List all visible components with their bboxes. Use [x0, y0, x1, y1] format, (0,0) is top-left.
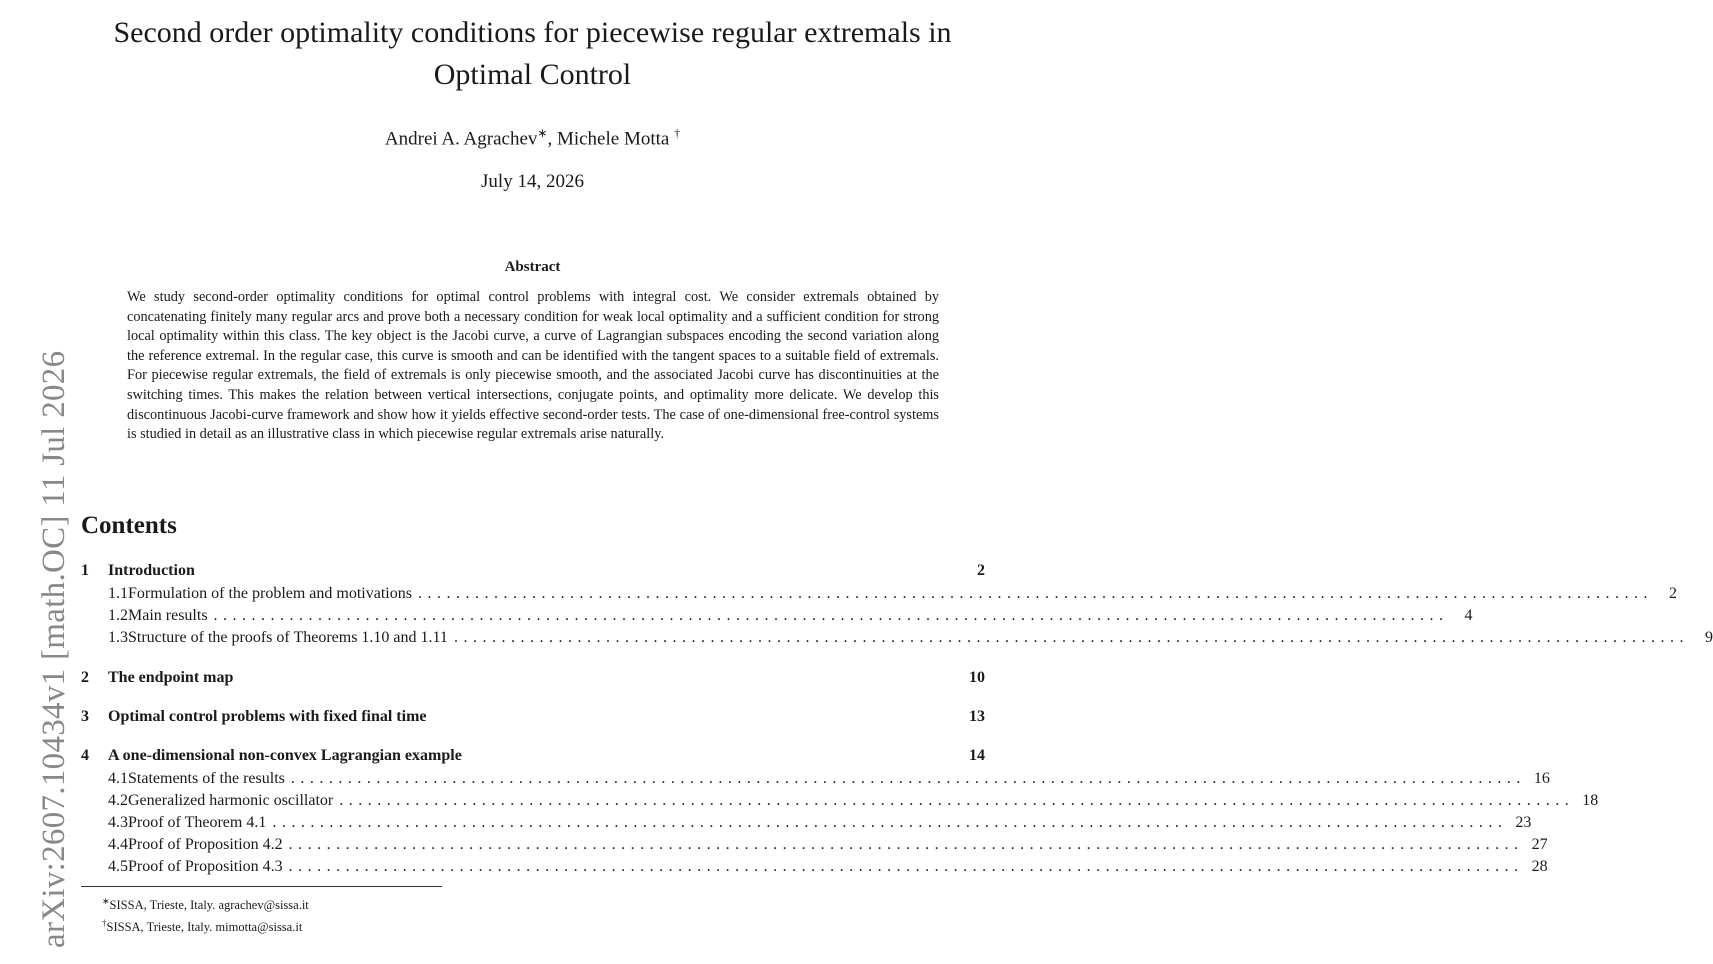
toc-entry-label: Main results	[128, 607, 208, 624]
toc-entry-number: 3	[81, 708, 89, 725]
toc-entry-number: 4.3	[108, 814, 128, 831]
arxiv-sidebar-identifier: arXiv:2607.10434v1 [math.OC] 11 Jul 2026	[36, 350, 72, 948]
toc-entry-page: 4	[1464, 607, 1473, 624]
toc-entry-label: Proof of Proposition 4.3	[128, 858, 283, 875]
toc-entry-page: 28	[1531, 858, 1548, 875]
toc-entry-number: 1.3	[108, 629, 128, 646]
toc-entry[interactable]	[81, 770, 1550, 790]
footnotes	[102, 892, 309, 936]
toc-entry-page: 9	[1704, 629, 1713, 646]
toc-leader: ..................................................................................................................................	[453, 629, 1689, 646]
footnote-mark: ∗	[102, 896, 110, 906]
toc-entry-number: 2	[81, 669, 89, 686]
toc-entry[interactable]	[81, 669, 985, 689]
toc-entry-number: 1	[81, 562, 89, 579]
author-name: Michele Motta	[556, 128, 670, 150]
footnote-divider	[81, 886, 442, 887]
toc-entry-number: 4.4	[108, 836, 128, 853]
toc-entry-page: 27	[1531, 836, 1548, 853]
footnote	[102, 892, 309, 914]
toc-entry-label: Optimal control problems with fixed final time	[108, 708, 427, 725]
author-name: Andrei A. Agrachev	[384, 128, 538, 150]
toc-entry-page: 10	[969, 669, 985, 686]
toc-entry[interactable]	[81, 747, 985, 767]
toc-leader: ..................................................................................................................................	[272, 814, 1508, 831]
toc-entry-page: 2	[1668, 585, 1677, 602]
paper-date: July 14, 2026	[481, 171, 584, 192]
abstract-body: We study second-order optimality conditions for optimal control problems with integral cost. We consider extremals obtained by concatenating finitely many regular arcs and prove both a necessary condition for weak local optimality and a sufficient condition for strong local optimality within this class. The key object is the Jacobi curve, a curve of Lagrangian subspaces encoding the second variation along the reference extremal. In the regular case, this curve is smooth and can be identified with the tangent spaces to a suitable field of extremals. For piecewise regular extremals, the field of extremals is only piecewise smooth, and the associated Jacobi curve has discontinuities at the switching times. This makes the relation between vertical intersections, conjugate points, and optimality more delicate. We develop this discontinuous Jacobi-curve framework and show how it yields effective second-order tests. The case of one-dimensional free-control systems is studied in detail as an illustrative class in which piecewise regular extremals arise naturally.	[127, 289, 939, 443]
toc-entry[interactable]	[81, 585, 1677, 605]
toc-entry[interactable]	[81, 562, 985, 582]
toc-entry-page: 13	[969, 708, 985, 725]
author-line: Andrei A. Agrachev∗, Michele Motta †	[384, 126, 681, 150]
toc-entry-label: Formulation of the problem and motivations	[128, 585, 412, 602]
toc-entry[interactable]	[81, 792, 1599, 812]
footnote-text: SISSA, Trieste, Italy. agrachev@sissa.it	[109, 898, 309, 913]
paper-title: Second order optimality conditions for piecewise regular extremals in Optimal Control	[113, 16, 952, 91]
toc-entry[interactable]	[81, 708, 985, 728]
toc-entry-number: 4	[81, 747, 89, 764]
toc-entry-label: Structure of the proofs of Theorems 1.10 and 1.11	[128, 629, 448, 646]
toc-entry-number: 4.2	[108, 792, 128, 809]
toc-entry-label: Statements of the results	[128, 770, 285, 787]
contents-heading: Contents	[81, 512, 177, 539]
toc-entry-label: Proof of Theorem 4.1	[128, 814, 267, 831]
toc-entry-page: 2	[977, 562, 985, 579]
toc-entry-number: 1.2	[108, 607, 128, 624]
toc-entry[interactable]	[81, 607, 1473, 627]
author-footnote-mark[interactable]: †	[674, 126, 681, 140]
toc-entry-label: The endpoint map	[108, 669, 234, 686]
toc-entry-label: Introduction	[108, 562, 195, 579]
toc-leader: ..................................................................................................................................	[288, 858, 1524, 875]
abstract-heading: Abstract	[504, 259, 561, 275]
toc-entry-page: 14	[969, 747, 985, 764]
toc-leader: ..................................................................................................................................	[290, 770, 1526, 787]
toc-entry[interactable]	[81, 814, 1532, 834]
toc-leader: ..................................................................................................................................	[339, 792, 1575, 809]
toc-entry-page: 18	[1582, 792, 1599, 809]
toc-leader: ..................................................................................................................................	[288, 836, 1524, 853]
toc-entry-number: 4.1	[108, 770, 128, 787]
toc-entry[interactable]	[81, 858, 1548, 878]
toc-entry-number: 1.1	[108, 585, 128, 602]
toc-entry-page: 23	[1515, 814, 1532, 831]
toc-entry-number: 4.5	[108, 858, 128, 875]
author-footnote-mark[interactable]: ∗	[537, 126, 548, 140]
toc-entry[interactable]	[81, 629, 1713, 649]
toc-entry-label: A one-dimensional non-convex Lagrangian example	[108, 747, 462, 764]
toc-leader: ..................................................................................................................................	[417, 585, 1653, 602]
footnote	[102, 914, 309, 936]
footnote-text: SISSA, Trieste, Italy. mimotta@sissa.it	[106, 920, 303, 935]
toc-entry-label: Proof of Proposition 4.2	[128, 836, 283, 853]
footnote-mark: †	[102, 918, 107, 929]
toc-entry[interactable]	[81, 836, 1548, 856]
toc-entry-label: Generalized harmonic oscillator	[128, 792, 334, 809]
toc-entry-page: 16	[1533, 770, 1550, 787]
toc-leader: ..................................................................................................................................	[213, 607, 1449, 624]
